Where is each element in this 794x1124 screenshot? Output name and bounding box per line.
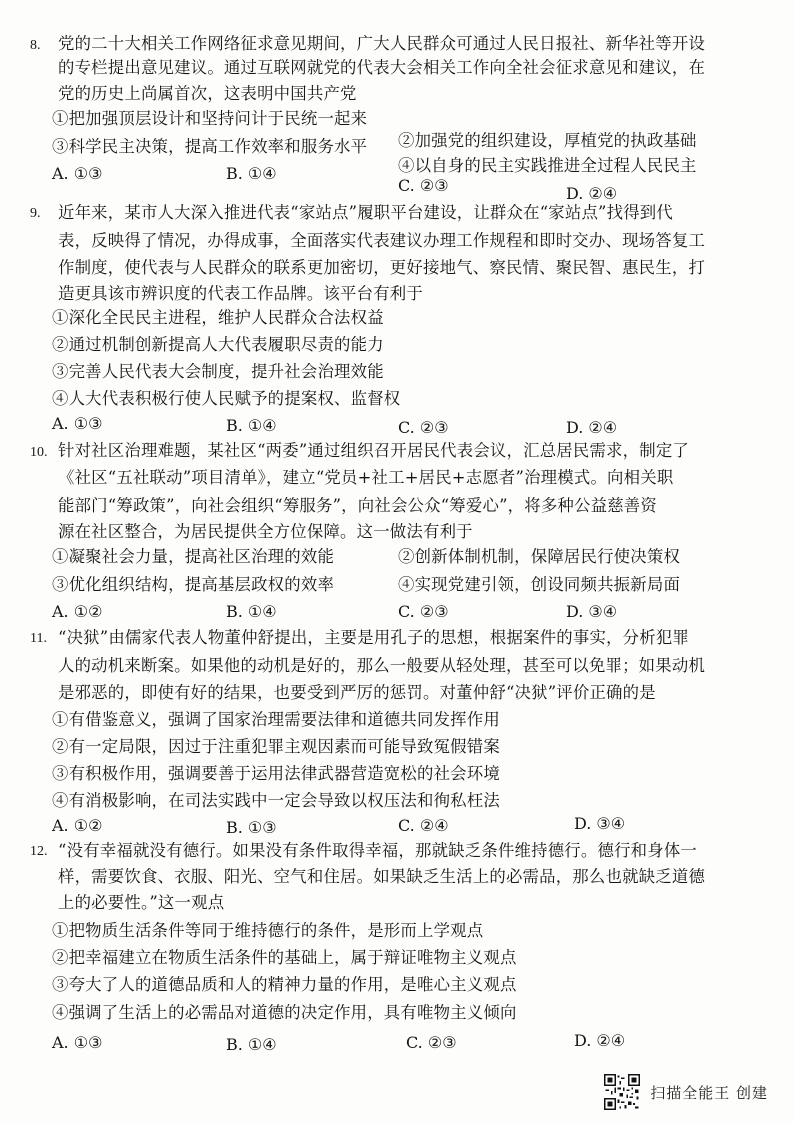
option-statement: ③有积极作用，强调要善于运用法律武器营造宽松的社会环境 — [52, 764, 500, 783]
question-stem-line: “决狱”由儒家代表人物董仲舒提出，主要是用孔子的思想，根据案件的事实，分析犯罪 — [58, 628, 690, 647]
question-stem-line: 样，需要饮食、衣服、阳光、空气和住居。如果缺乏生活上的必需品，那么也就缺乏道德 — [58, 867, 706, 886]
qr-code-icon — [604, 1074, 640, 1110]
option-statement: ②把幸福建立在物质生活条件的基础上，属于辩证唯物主义观点 — [52, 948, 517, 967]
question-stem-line: 源在社区整合，为居民提供全方位保障。这一做法有利于 — [58, 522, 473, 541]
answer-choice-a[interactable]: A. ①② — [52, 602, 103, 621]
answer-choice-b[interactable]: B. ①④ — [226, 416, 277, 435]
answer-choice-d[interactable]: D. ③④ — [574, 814, 626, 833]
question-stem-line: 党的二十大相关工作网络征求意见期间，广大人民群众可通过人民日报社、新华社等开设 — [58, 34, 706, 53]
question-stem-line: 表，反映得了情况，办得成事，全面落实代表建议办理工作规程和即时交办、现场答复工 — [58, 231, 706, 250]
question-stem-line: 党的历史上尚属首次，这表明中国共产党 — [58, 84, 357, 103]
scanner-watermark — [604, 1074, 768, 1110]
question-stem-line: 人的动机来断案。如果他的动机是好的，那么一般要从轻处理，甚至可以免罪；如果动机 — [58, 656, 706, 675]
answer-choice-d[interactable]: D. ②④ — [566, 418, 618, 437]
option-statement: ③夸大了人的道德品质和人的精神力量的作用，是唯心主义观点 — [52, 975, 517, 994]
option-statement: ③优化组织结构，提高基层政权的效率 — [52, 575, 335, 594]
option-statement: ①把加强顶层设计和坚持问计于民统一起来 — [52, 109, 368, 128]
answer-choice-b[interactable]: B. ①④ — [226, 602, 277, 621]
option-statement: ①有借鉴意义，强调了国家治理需要法律和道德共同发挥作用 — [52, 710, 500, 729]
question-number: 9. — [30, 206, 41, 221]
question-number: 10. — [30, 445, 48, 460]
answer-choice-a[interactable]: A. ①③ — [52, 164, 103, 183]
question-number: 12. — [30, 844, 48, 859]
answer-choice-a[interactable]: A. ①③ — [52, 1033, 103, 1052]
watermark-text: 扫描全能王 创建 — [650, 1083, 768, 1102]
answer-choice-b[interactable]: B. ①④ — [226, 164, 277, 183]
question-stem-line: 《社区“五社联动”项目清单》，建立“党员+社工+居民+志愿者”治理模式。向相关职 — [58, 468, 674, 487]
answer-choice-c[interactable]: C. ②③ — [406, 1033, 457, 1052]
question-number: 8. — [30, 38, 41, 53]
answer-choice-c[interactable]: C. ②③ — [398, 602, 449, 621]
option-statement: ④有消极影响，在司法实践中一定会导致以权压法和徇私枉法 — [52, 791, 500, 810]
option-statement: ②有一定局限，因过于注重犯罪主观因素而可能导致冤假错案 — [52, 737, 500, 756]
option-statement: ③科学民主决策，提高工作效率和服务水平 — [52, 137, 368, 156]
question-stem-line: 造更具该市辨识度的代表工作品牌。该平台有利于 — [58, 284, 423, 303]
option-statement: ④实现党建引领，创设同频共振新局面 — [398, 575, 681, 594]
answer-choice-c[interactable]: C. ②④ — [398, 816, 449, 835]
answer-choice-b[interactable]: B. ①③ — [226, 818, 277, 837]
question-stem-line: 上的必要性。”这一观点 — [58, 893, 225, 912]
option-statement: ①把物质生活条件等同于维持德行的条件，是形而上学观点 — [52, 921, 484, 940]
option-statement: ④人大代表积极行使人民赋予的提案权、监督权 — [52, 389, 401, 408]
option-statement: ②通过机制创新提高人大代表履职尽责的能力 — [52, 335, 384, 354]
answer-choice-b[interactable]: B. ①④ — [226, 1035, 277, 1054]
answer-choice-c[interactable]: C. ②③ — [398, 418, 449, 437]
option-statement: ②创新体制机制，保障居民行使决策权 — [398, 547, 681, 566]
question-stem-line: 针对社区治理难题，某社区“两委”通过组织召开居民代表会议，汇总居民需求，制定了 — [58, 441, 690, 460]
question-stem-line: 能部门“筹政策”，向社会组织“筹服务”，向社会公众“筹爱心”，将多种公益慈善资 — [58, 496, 657, 515]
option-statement: ①深化全民民主进程，维护人民群众合法权益 — [52, 308, 384, 327]
question-number: 11. — [30, 631, 47, 646]
question-stem-line: 作制度，使代表与人民群众的联系更加密切，更好接地气、察民情、聚民智、惠民生，打 — [58, 258, 706, 277]
question-stem-line: “没有幸福就没有德行。如果没有条件取得幸福，那就缺乏条件维持德行。德行和身体一 — [58, 841, 698, 860]
answer-choice-c[interactable]: C. ②③ — [398, 176, 449, 195]
option-statement: ②加强党的组织建设，厚植党的执政基础 — [398, 131, 697, 150]
answer-choice-d[interactable]: D. ③④ — [566, 602, 618, 621]
option-statement: ③完善人民代表大会制度，提升社会治理效能 — [52, 362, 384, 381]
option-statement: ④强调了生活上的必需品对道德的决定作用，具有唯物主义倾向 — [52, 1003, 517, 1022]
option-statement: ①凝聚社会力量，提高社区治理的效能 — [52, 547, 335, 566]
option-statement: ④以自身的民主实践推进全过程人民民主 — [398, 156, 697, 175]
question-stem-line: 的专栏提出意见建议。通过互联网就党的代表大会相关工作向全社会征求意见和建议，在 — [58, 58, 706, 77]
question-stem-line: 近年来，某市人大深入推进代表“家站点”履职平台建设，让群众在“家站点”找得到代 — [58, 203, 673, 222]
question-stem-line: 是邪恶的，即使有好的结果，也要受到严厉的惩罚。对董仲舒“决狱”评价正确的是 — [58, 683, 656, 702]
answer-choice-a[interactable]: A. ①② — [52, 816, 103, 835]
answer-choice-d[interactable]: D. ②④ — [566, 184, 618, 203]
answer-choice-d[interactable]: D. ②④ — [574, 1031, 626, 1050]
answer-choice-a[interactable]: A. ①③ — [52, 414, 103, 433]
